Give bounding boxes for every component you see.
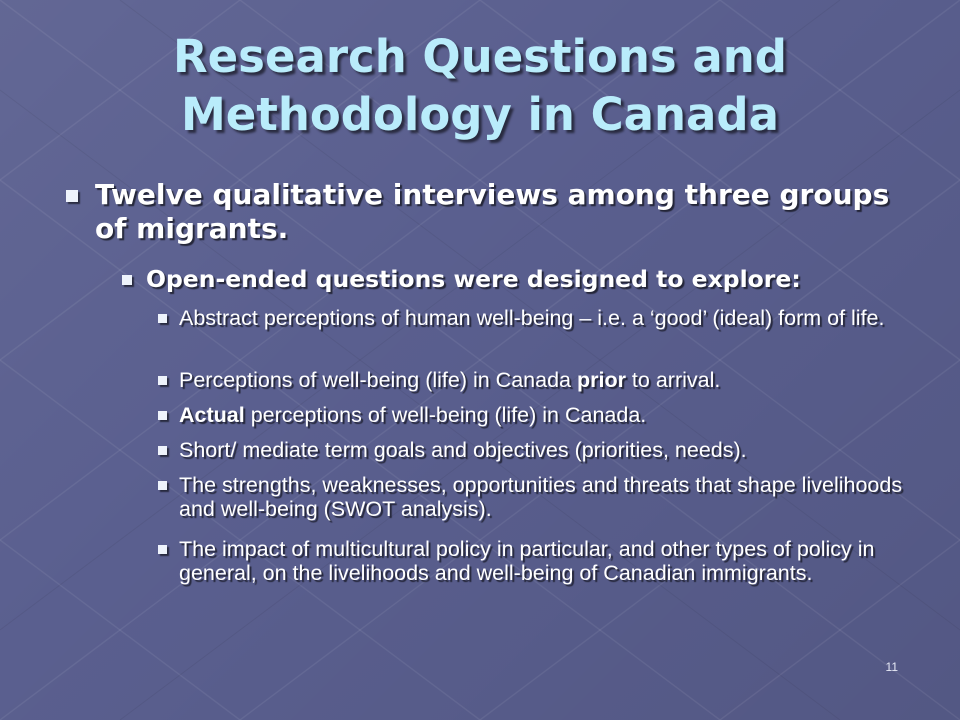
square-bullet-icon [66,190,78,202]
bullet-level3-text: Short/ mediate term goals and objectives (priorities, needs). [179,438,747,462]
slide-title: Research Questions and Methodology in Canada [173,30,787,141]
square-bullet-icon [158,446,167,455]
bullet-level3-item [158,368,909,392]
square-bullet-icon [158,314,167,323]
bullet-level3-text: Actual perceptions of well-being (life) in Canada. [179,403,647,427]
bullet-level1 [66,178,896,246]
bullet-level3-text: The strengths, weaknesses, opportunities and threats that shape livelihoods and well-being (SWOT analysis). [179,473,903,521]
bullet-level3-item [158,438,909,462]
page-number: 11 [885,660,898,674]
bullet-level3-text: The impact of multicultural policy in particular, and other types of policy in general, on the livelihoods and well-being of Canadian immigrants. [179,537,875,585]
square-bullet-icon [122,275,132,285]
bullet-level2-text: Open-ended questions were designed to explore: [146,265,801,293]
bullet-level3-text: Abstract perceptions of human well-being – i.e. a ‘good’ (ideal) form of life. [179,306,885,330]
bullet-level3-text: Perceptions of well-being (life) in Canada prior to arrival. [179,368,721,392]
bullet-level3-item [158,306,909,330]
bullet-level1-text: Twelve qualitative interviews among three groups of migrants. [95,178,890,245]
bullet-level2 [122,264,922,294]
square-bullet-icon [158,376,167,385]
square-bullet-icon [158,481,167,490]
square-bullet-icon [158,545,167,554]
bullet-level3-item [158,473,909,521]
square-bullet-icon [158,411,167,420]
bullet-level3-item [158,403,909,427]
bullet-level3-item [158,537,909,585]
